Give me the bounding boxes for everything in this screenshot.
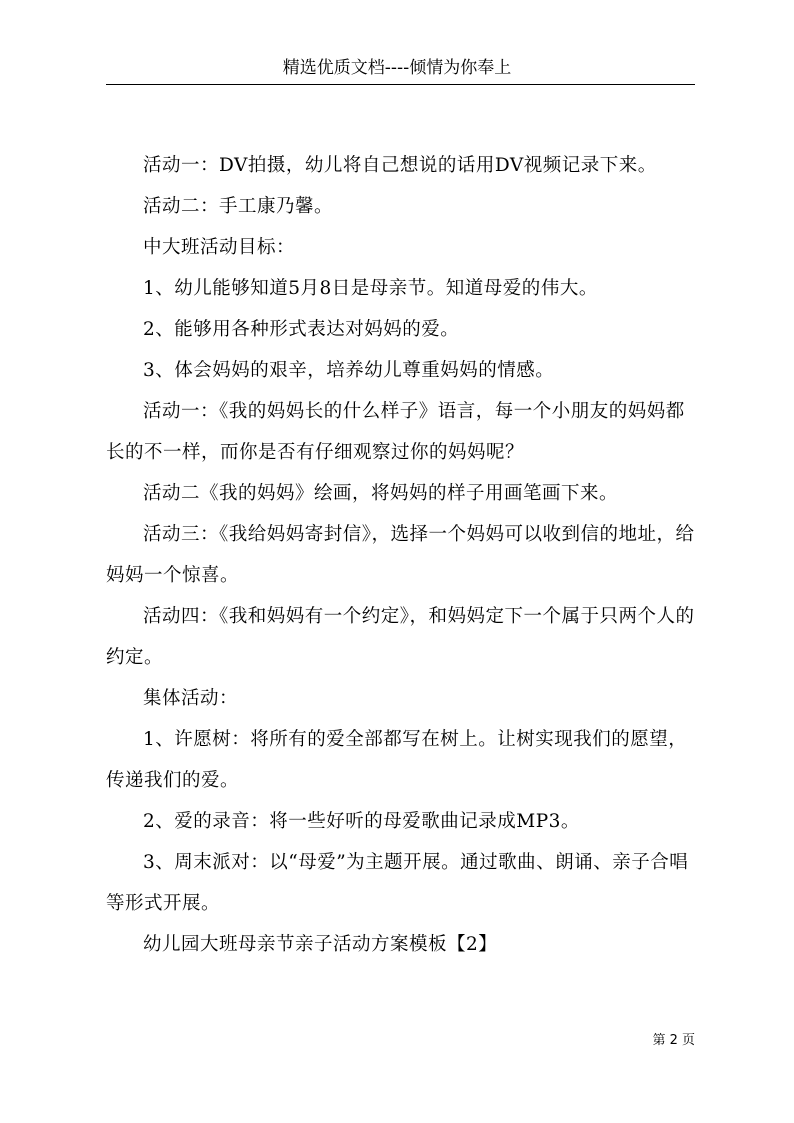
document-body	[106, 145, 695, 965]
paragraph: 集体活动：	[143, 688, 239, 709]
paragraph: 活动二《我的妈妈》绘画，将妈妈的样子用画笔画下来。	[143, 483, 619, 504]
paragraph: 2、爱的录音：将一些好听的母爱歌曲记录成MP3。	[143, 811, 580, 832]
paragraph: 中大班活动目标：	[143, 237, 296, 258]
paragraph: 3、体会妈妈的艰辛，培养幼儿尊重妈妈的情感。	[143, 360, 555, 381]
paragraph: 活动二：手工康乃馨。	[143, 196, 334, 217]
paragraph: 幼儿园大班母亲节亲子活动方案模板【2】	[143, 934, 498, 955]
paragraph: 活动四：《我和妈妈有一个约定》，和妈妈定下一个属于只两个人的约定。	[106, 606, 695, 668]
paragraph: 2、能够用各种形式表达对妈妈的爱。	[143, 319, 460, 340]
paragraph: 1、幼儿能够知道5月8日是母亲节。知道母爱的伟大。	[143, 278, 598, 299]
page-header-title: 精选优质文档----倾情为你奉上	[282, 58, 512, 78]
paragraph: 1、许愿树：将所有的爱全部都写在树上。让树实现我们的愿望，传递我们的爱。	[106, 729, 688, 791]
header-divider	[106, 84, 695, 85]
paragraph: 3、周末派对：以“母爱”为主题开展。通过歌曲、朗诵、亲子合唱等形式开展。	[106, 852, 689, 914]
paragraph: 活动一：DV拍摄，幼儿将自己想说的话用DV视频记录下来。	[143, 155, 657, 176]
page-number: 第 2 页	[652, 1033, 695, 1048]
paragraph: 活动三：《我给妈妈寄封信》，选择一个妈妈可以收到信的地址，给妈妈一个惊喜。	[106, 524, 695, 586]
paragraph: 活动一：《我的妈妈长的什么样子》语言，每一个小朋友的妈妈都长的不一样，而你是否有仔细观察过你的妈妈呢？	[106, 401, 685, 463]
